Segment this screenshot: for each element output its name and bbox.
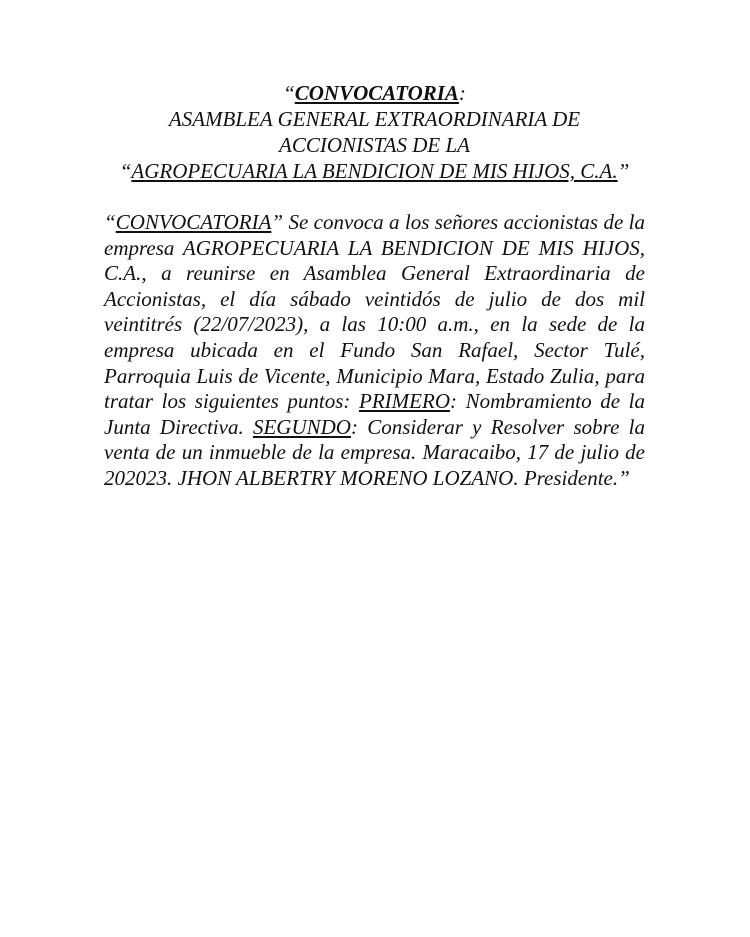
heading-line-3: ACCIONISTAS DE LA (279, 133, 470, 157)
heading-title: CONVOCATORIA (294, 81, 459, 105)
document-heading (104, 80, 645, 184)
heading-company-close-quote: ” (617, 159, 630, 183)
body-paragraph (104, 210, 645, 492)
body-text-part-1: Se convoca a los señores accionistas de la empresa AGROPECUARIA LA BENDICION DE MIS HIJOS, C.A., a reunirse en Asamblea General Extraordinaria de Accionistas, el día sábado veintidós de julio de dos mil veintitrés (22/07/2023), a las 10:00 a.m., en la sede de la empresa ubicada en el Fundo San Rafael, Sector Tulé, Parroquia Luis de Vicente, Municipio Mara, Estado Zulia, para tratar los siguientes puntos: (104, 210, 645, 414)
heading-line-2: ASAMBLEA GENERAL EXTRAORDINARIA DE (168, 107, 581, 131)
heading-title-line (104, 80, 645, 106)
body-close-quote: ” (271, 210, 284, 234)
heading-company-line (104, 158, 645, 184)
body-open-quote: “ (104, 210, 116, 234)
document-page (104, 80, 645, 513)
body-segundo: SEGUNDO (252, 414, 351, 439)
body-text-part-2: : Nombramiento de la Junta Directiva. (104, 389, 646, 439)
heading-company-open-quote: “ (119, 159, 132, 183)
body-primero: PRIMERO (359, 389, 450, 414)
body-convocatoria: CONVOCATORIA (115, 210, 272, 234)
body-text-part-3: : Considerar y Resolver sobre la venta de un inmueble de la empresa. Maracaibo, 17 de julio de 202023. JHON ALBERTRY MORENO LOZANO. Presidente.” (104, 414, 645, 490)
heading-title-colon: : (458, 81, 466, 105)
heading-company-name: AGROPECUARIA LA BENDICION DE MIS HIJOS, C.A. (131, 159, 618, 183)
heading-open-quote: “ (283, 81, 295, 105)
